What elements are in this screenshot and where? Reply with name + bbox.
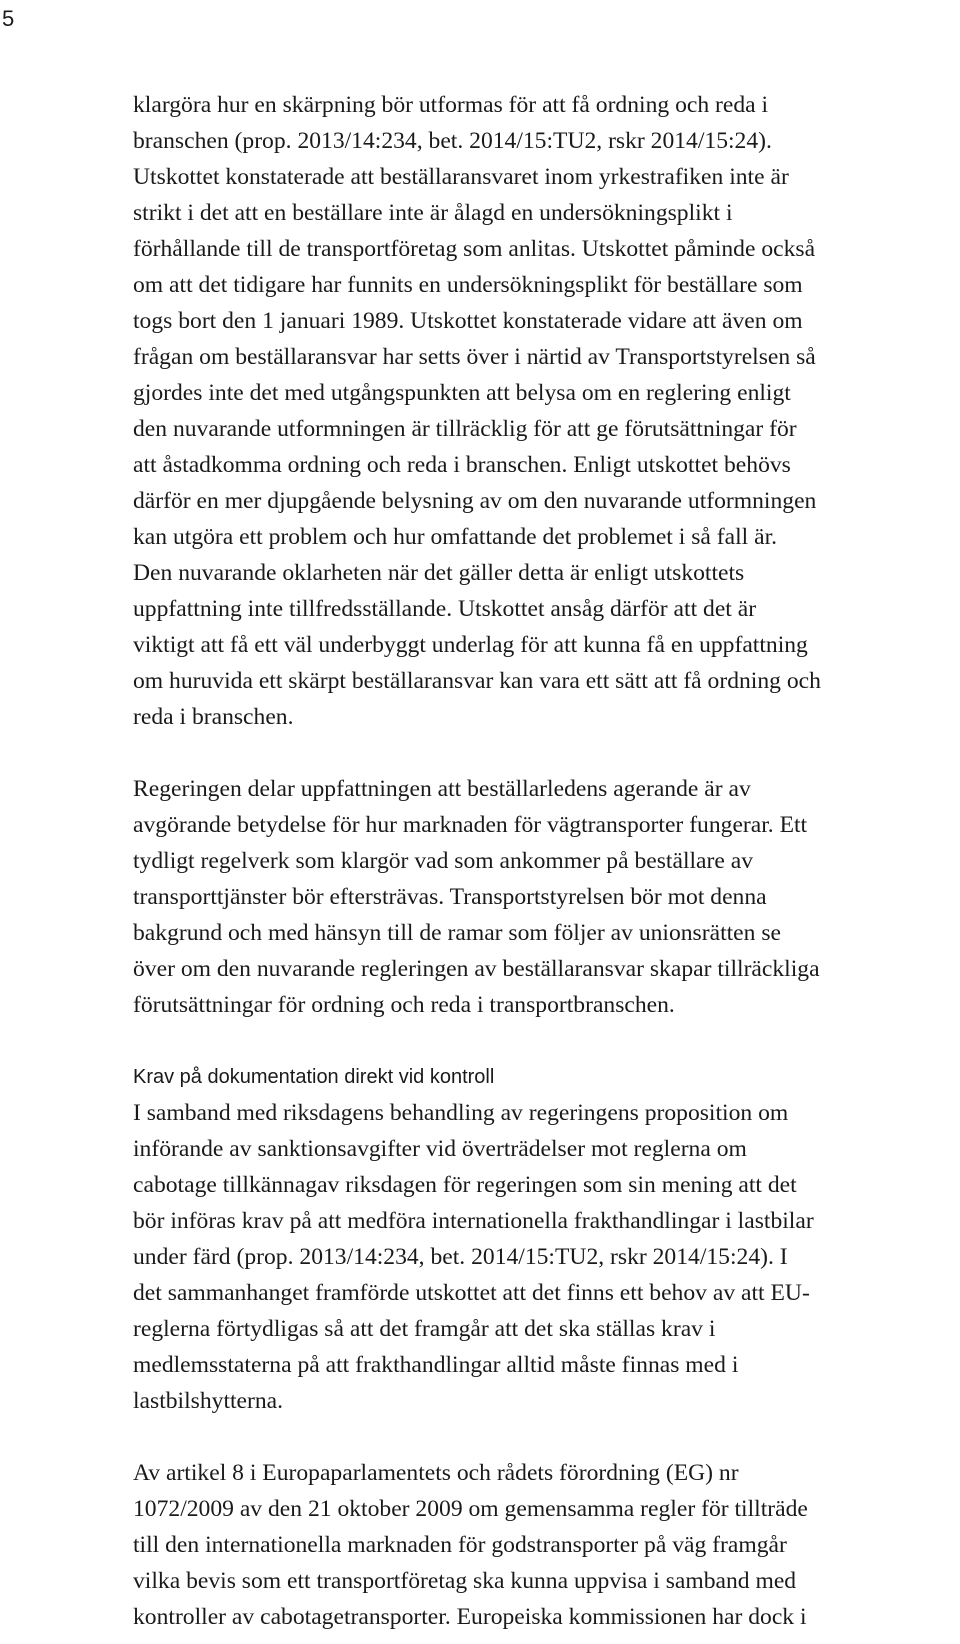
text-line: reglerna förtydligas så att det framgår att det ska ställas krav i bbox=[133, 1316, 716, 1342]
text-line: om huruvida ett skärpt beställaransvar kan vara ett sätt att få ordning och bbox=[133, 668, 821, 694]
text-line: Av artikel 8 i Europaparlamentets och rådets förordning (EG) nr bbox=[133, 1460, 739, 1486]
text-line: I samband med riksdagens behandling av regeringens proposition om bbox=[133, 1100, 789, 1126]
text-line: förhållande till de transportföretag som anlitas. Utskottet påminde också bbox=[133, 236, 816, 262]
paragraph-av-artikel-8 bbox=[133, 1455, 960, 1635]
text-line: viktigt att få ett väl underbyggt underlag för att kunna få en uppfattning bbox=[133, 632, 808, 658]
text-line: Den nuvarande oklarheten när det gäller detta är enligt utskottets bbox=[133, 560, 745, 586]
text-line: klargöra hur en skärpning bör utformas för att få ordning och reda i bbox=[133, 92, 769, 118]
text-line: frågan om beställaransvar har setts över i närtid av Transportstyrelsen så bbox=[133, 344, 816, 370]
text-line: branschen (prop. 2013/14:234, bet. 2014/15:TU2, rskr 2014/15:24). bbox=[133, 128, 772, 154]
text-line: togs bort den 1 januari 1989. Utskottet konstaterade vidare att även om bbox=[133, 308, 803, 334]
text-line: kontroller av cabotagetransporter. Europeiska kommissionen har dock i bbox=[133, 1604, 807, 1630]
section-heading: Krav på dokumentation direkt vid kontroll bbox=[133, 1066, 495, 1088]
text-line: införande av sanktionsavgifter vid överträdelser mot reglerna om bbox=[133, 1136, 747, 1162]
text-line: om att det tidigare har funnits en undersökningsplikt för beställare som bbox=[133, 272, 803, 298]
text-line: strikt i det att en beställare inte är ålagd en undersökningsplikt i bbox=[133, 200, 733, 226]
text-line: vilka bevis som ett transportföretag ska kunna uppvisa i samband med bbox=[133, 1568, 797, 1594]
text-line: uppfattning inte tillfredsställande. Utskottet ansåg därför att det är bbox=[133, 596, 757, 622]
document-body bbox=[133, 87, 960, 1635]
text-line: reda i branschen. bbox=[133, 704, 294, 730]
text-line: tydligt regelverk som klargör vad som ankommer på beställare av bbox=[133, 848, 754, 874]
text-line: kan utgöra ett problem och hur omfattande det problemet i så fall är. bbox=[133, 524, 778, 550]
text-line: gjordes inte det med utgångspunkten att belysa om en reglering enligt bbox=[133, 380, 791, 406]
text-line: cabotage tillkännagav riksdagen för regeringen som sin mening att det bbox=[133, 1172, 797, 1198]
paragraph-spacer bbox=[133, 1023, 960, 1059]
text-line: transporttjänster bör eftersträvas. Transportstyrelsen bör mot denna bbox=[133, 884, 767, 910]
paragraph-spacer bbox=[133, 1419, 960, 1455]
text-line: att åstadkomma ordning och reda i branschen. Enligt utskottet behövs bbox=[133, 452, 791, 478]
text-line: Utskottet konstaterade att beställaransvaret inom yrkestrafiken inte är bbox=[133, 164, 789, 190]
text-line: 1072/2009 av den 21 oktober 2009 om gemensamma regler för tillträde bbox=[133, 1496, 808, 1522]
text-line: under färd (prop. 2013/14:234, bet. 2014/15:TU2, rskr 2014/15:24). I bbox=[133, 1244, 788, 1270]
paragraph-beställaransvar-utskottet bbox=[133, 87, 960, 735]
text-line: avgörande betydelse för hur marknaden för vägtransporter fungerar. Ett bbox=[133, 812, 808, 838]
text-line: bör införas krav på att medföra internationella frakthandlingar i lastbilar bbox=[133, 1208, 814, 1234]
text-line: det sammanhanget framförde utskottet att det finns ett behov av att EU- bbox=[133, 1280, 810, 1306]
page-number: 5 bbox=[2, 6, 15, 31]
text-line: till den internationella marknaden för godstransporter på väg framgår bbox=[133, 1532, 787, 1558]
text-line: lastbilshytterna. bbox=[133, 1388, 284, 1414]
paragraph-regeringen-delar bbox=[133, 771, 960, 1023]
text-line: bakgrund och med hänsyn till de ramar som följer av unionsrätten se bbox=[133, 920, 781, 946]
paragraph-i-samband bbox=[133, 1095, 960, 1419]
text-line: förutsättningar för ordning och reda i transportbranschen. bbox=[133, 992, 675, 1018]
text-line: medlemsstaterna på att frakthandlingar alltid måste finnas med i bbox=[133, 1352, 739, 1378]
text-line: den nuvarande utformningen är tillräcklig för att ge förutsättningar för bbox=[133, 416, 797, 442]
paragraph-spacer bbox=[133, 735, 960, 771]
text-line: därför en mer djupgående belysning av om den nuvarande utformningen bbox=[133, 488, 817, 514]
text-line: över om den nuvarande regleringen av beställaransvar skapar tillräckliga bbox=[133, 956, 820, 982]
text-line: Regeringen delar uppfattningen att beställarledens agerande är av bbox=[133, 776, 751, 802]
